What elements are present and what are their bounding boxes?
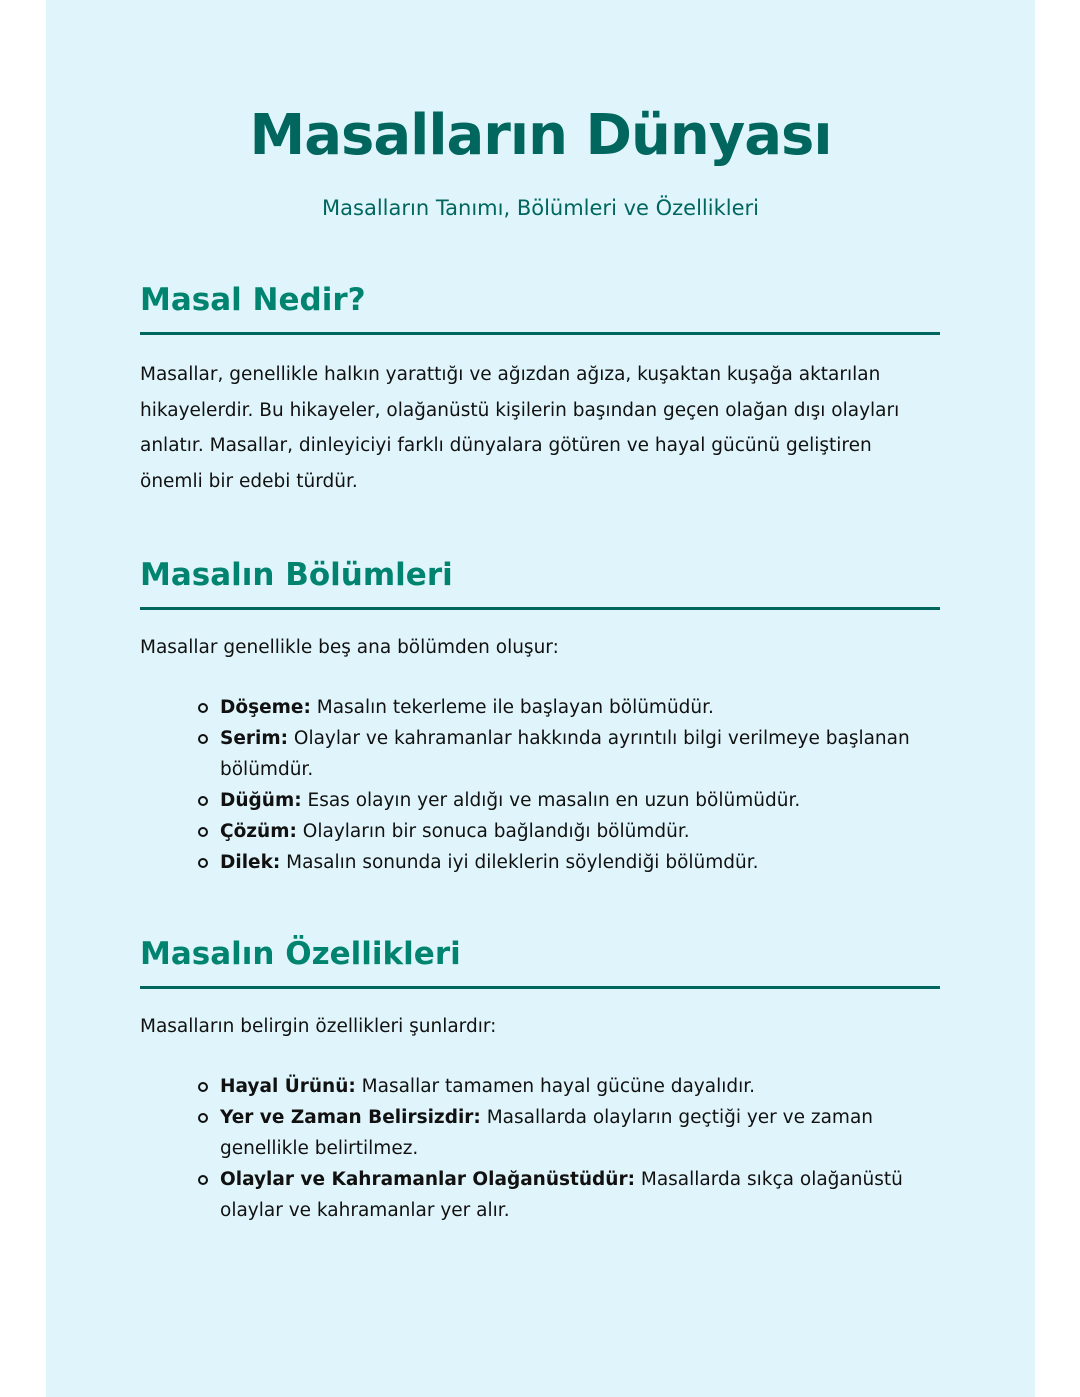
bullet-circle-icon (198, 796, 208, 806)
list-item-term: Döşeme: (220, 696, 311, 718)
page-subtitle: Masalların Tanımı, Bölümleri ve Özellikleri (322, 196, 759, 220)
list-item-term: Düğüm: (220, 789, 302, 811)
bullet-circle-icon (198, 734, 208, 744)
list-item-term: Dilek: (220, 851, 281, 873)
document-page (46, 0, 1035, 1397)
bullet-circle-icon (198, 1082, 208, 1092)
bulleted-list (140, 1071, 940, 1226)
list-item-text: Masallarda sıkça olağanüstü olaylar ve kahramanlar yer alır. (220, 1168, 903, 1221)
bullet-circle-icon (198, 703, 208, 713)
section-paragraph: Masallar, genellikle halkın yarattığı ve ağızdan ağıza, kuşaktan kuşağa aktarılan hikayelerdir. Bu hikayeler, olağanüstü kişilerin başından geçen olağan dışı olayları anlatır. Masallar, dinleyiciyi farklı dünyalara götüren ve hayal gücünü geliştiren önemli bir edebi türdür. (140, 364, 900, 492)
list-item (220, 1071, 940, 1102)
list-item-text: Esas olayın yer aldığı ve masalın en uzun bölümüdür. (301, 789, 801, 811)
list-item-term: Serim: (220, 727, 289, 749)
list-item-term: Hayal Ürünü: (220, 1075, 356, 1097)
list-item (220, 785, 940, 816)
section-heading: Masal Nedir? (140, 278, 940, 335)
section-intro: Masallar genellikle beş ana bölümden oluşur: (140, 637, 559, 658)
list-item-term: Olaylar ve Kahramanlar Olağanüstüdür: (220, 1168, 635, 1190)
section-heading: Masalın Özellikleri (140, 932, 940, 989)
list-item-text: Masallar tamamen hayal gücüne dayalıdır. (355, 1075, 756, 1097)
list-item-text: Olaylar ve kahramanlar hakkında ayrıntılı bilgi verilmeye başlanan bölümdür. (220, 727, 910, 780)
page-title: Masalların Dünyası (249, 103, 832, 168)
list-item (220, 723, 940, 785)
list-item (220, 1164, 940, 1226)
section-intro: Masalların belirgin özellikleri şunlardır: (140, 1016, 497, 1037)
bullet-circle-icon (198, 827, 208, 837)
list-item-text: Masalın tekerleme ile başlayan bölümüdür. (310, 696, 714, 718)
bullet-circle-icon (198, 1175, 208, 1185)
section-masalin-ozellikleri (140, 932, 940, 1226)
list-item-term: Yer ve Zaman Belirsizdir: (220, 1106, 481, 1128)
list-item-text: Olayların bir sonuca bağlandığı bölümdür. (296, 820, 690, 842)
list-item-text: Masalın sonunda iyi dileklerin söylendiği bölümdür. (280, 851, 759, 873)
list-item (220, 816, 940, 847)
bullet-circle-icon (198, 1113, 208, 1123)
list-item (220, 692, 940, 723)
list-item-text: Masallarda olayların geçtiği yer ve zaman genellikle belirtilmez. (220, 1106, 874, 1159)
section-masal-nedir (140, 278, 940, 499)
bulleted-list (140, 692, 940, 878)
list-item (220, 1102, 940, 1164)
bullet-circle-icon (198, 858, 208, 868)
list-item (220, 847, 940, 878)
section-heading: Masalın Bölümleri (140, 553, 940, 610)
list-item-term: Çözüm: (220, 820, 297, 842)
section-masalin-bolumleri (140, 553, 940, 878)
